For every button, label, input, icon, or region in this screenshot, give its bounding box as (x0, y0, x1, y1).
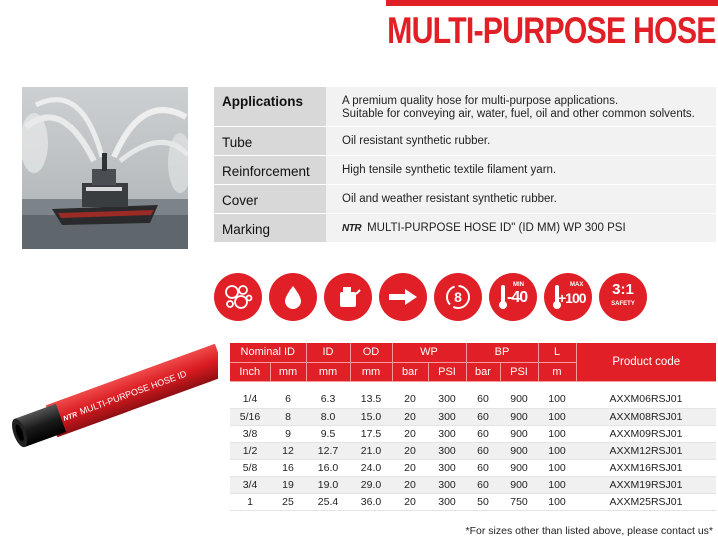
table-row (230, 408, 716, 425)
table-cell-mm: 6 (270, 391, 306, 408)
table-cell-od: 17.5 (350, 425, 392, 442)
table-cell-wp-bar: 20 (392, 476, 428, 493)
max-temp-label: MAX (570, 282, 584, 288)
product-table (230, 343, 716, 511)
safety-label: SAFETY (611, 301, 635, 307)
table-cell-bp-psi: 900 (500, 442, 538, 459)
table-cell-wp-psi: 300 (428, 408, 466, 425)
table-cell-l: 100 (538, 408, 576, 425)
header-wp: WP (392, 343, 466, 362)
spec-value (326, 214, 716, 242)
table-cell-code: AXXM12RSJ01 (576, 442, 716, 459)
title-accent-bar (386, 0, 718, 6)
table-cell-id: 19.0 (306, 476, 350, 493)
header-mm: mm (350, 362, 392, 381)
table-cell-od: 13.5 (350, 391, 392, 408)
air-flow-icon (379, 273, 427, 321)
table-cell-mm: 8 (270, 408, 306, 425)
spec-row-reinforcement (214, 156, 716, 185)
table-cell-inch: 5/16 (230, 408, 270, 425)
table-cell-l: 100 (538, 493, 576, 510)
min-temperature-icon (489, 273, 537, 321)
table-cell-wp-psi: 300 (428, 493, 466, 510)
table-cell-bp-psi: 900 (500, 391, 538, 408)
table-cell-wp-bar: 20 (392, 493, 428, 510)
product-table-wrap (230, 343, 716, 511)
header-row-1 (230, 343, 716, 362)
spec-value (326, 87, 716, 126)
table-cell-mm: 19 (270, 476, 306, 493)
spec-table (214, 87, 716, 243)
header-m: m (538, 362, 576, 381)
table-cell-bp-psi: 750 (500, 493, 538, 510)
table-cell-code: AXXM08RSJ01 (576, 408, 716, 425)
table-cell-mm: 16 (270, 459, 306, 476)
table-cell-wp-bar: 20 (392, 425, 428, 442)
spec-label: Applications (214, 87, 326, 126)
header-id: ID (306, 343, 350, 362)
table-cell-bp-psi: 900 (500, 476, 538, 493)
table-cell-l: 100 (538, 459, 576, 476)
table-cell-od: 15.0 (350, 408, 392, 425)
table-cell-wp-bar: 20 (392, 408, 428, 425)
table-cell-inch: 3/8 (230, 425, 270, 442)
table-cell-bp-bar: 50 (466, 493, 500, 510)
table-cell-l: 100 (538, 391, 576, 408)
header-bar: bar (466, 362, 500, 381)
header-od: OD (350, 343, 392, 362)
table-cell-bp-bar: 60 (466, 459, 500, 476)
spec-label: Marking (214, 214, 326, 242)
applications-line-1: A premium quality hose for multi-purpose applications. (342, 95, 619, 107)
table-cell-id: 12.7 (306, 442, 350, 459)
spec-row-cover (214, 185, 716, 214)
table-row (230, 425, 716, 442)
spec-label: Tube (214, 127, 326, 155)
table-cell-id: 25.4 (306, 493, 350, 510)
hose-logo: NTR (62, 411, 79, 423)
table-cell-wp-psi: 300 (428, 391, 466, 408)
safety-ratio-value: 3:1 (612, 281, 634, 298)
table-cell-inch: 1/2 (230, 442, 270, 459)
min-temp-label: MIN (513, 282, 524, 288)
fireboat-photo (22, 87, 188, 249)
table-cell-inch: 1/4 (230, 391, 270, 408)
table-cell-wp-bar: 20 (392, 459, 428, 476)
min-temp-value: -40 (507, 289, 528, 306)
header-bp: BP (466, 343, 538, 362)
footnote: *For sizes other than listed above, please contact us* (465, 525, 713, 537)
table-cell-bp-bar: 60 (466, 476, 500, 493)
table-cell-wp-psi: 300 (428, 442, 466, 459)
table-cell-code: AXXM19RSJ01 (576, 476, 716, 493)
header-bar: bar (392, 362, 428, 381)
table-cell-bp-bar: 60 (466, 442, 500, 459)
table-cell-od: 36.0 (350, 493, 392, 510)
header-l: L (538, 343, 576, 362)
table-row (230, 459, 716, 476)
bend-radius-icon (434, 273, 482, 321)
header-product-code: Product code (576, 343, 716, 381)
table-cell-wp-bar: 20 (392, 442, 428, 459)
table-cell-l: 100 (538, 476, 576, 493)
spec-value: Oil and weather resistant synthetic rubber. (326, 185, 716, 213)
hose-image (8, 340, 218, 460)
water-drop-icon (269, 273, 317, 321)
table-cell-code: AXXM06RSJ01 (576, 391, 716, 408)
table-cell-inch: 1 (230, 493, 270, 510)
table-cell-bp-psi: 900 (500, 459, 538, 476)
table-cell-wp-psi: 300 (428, 476, 466, 493)
table-cell-wp-psi: 300 (428, 459, 466, 476)
table-cell-wp-psi: 300 (428, 425, 466, 442)
table-cell-od: 29.0 (350, 476, 392, 493)
spec-value: Oil resistant synthetic rubber. (326, 127, 716, 155)
table-cell-mm: 12 (270, 442, 306, 459)
feature-icons (214, 273, 654, 321)
hose-print-text: MULTI-PURPOSE HOSE ID (78, 368, 188, 417)
max-temperature-icon (544, 273, 592, 321)
page-title: MULTI-PURPOSE HOSE (387, 10, 716, 51)
table-cell-id: 6.3 (306, 391, 350, 408)
header-nominal-id: Nominal ID (230, 343, 306, 362)
table-cell-inch: 5/8 (230, 459, 270, 476)
table-cell-bp-psi: 900 (500, 408, 538, 425)
table-cell-bp-bar: 60 (466, 425, 500, 442)
bubbles-icon (214, 273, 262, 321)
marking-text: MULTI-PURPOSE HOSE ID" (ID MM) WP 300 PSI (367, 222, 626, 234)
table-cell-code: AXXM16RSJ01 (576, 459, 716, 476)
spec-label: Reinforcement (214, 156, 326, 184)
table-cell-id: 9.5 (306, 425, 350, 442)
table-row (230, 442, 716, 459)
fuel-can-icon (324, 273, 372, 321)
svg-text:8: 8 (454, 289, 462, 305)
table-cell-l: 100 (538, 425, 576, 442)
header-psi: PSI (428, 362, 466, 381)
table-cell-od: 21.0 (350, 442, 392, 459)
table-row (230, 493, 716, 510)
spec-row-applications (214, 87, 716, 127)
table-cell-bp-psi: 900 (500, 425, 538, 442)
table-cell-wp-bar: 20 (392, 391, 428, 408)
table-cell-l: 100 (538, 442, 576, 459)
applications-line-2: Suitable for conveying air, water, fuel, oil and other common solvents. (342, 108, 695, 120)
table-cell-code: AXXM09RSJ01 (576, 425, 716, 442)
table-cell-bp-bar: 60 (466, 391, 500, 408)
table-cell-mm: 9 (270, 425, 306, 442)
table-cell-inch: 3/4 (230, 476, 270, 493)
table-cell-od: 24.0 (350, 459, 392, 476)
header-mm: mm (306, 362, 350, 381)
spec-row-marking (214, 214, 716, 243)
header-mm: mm (270, 362, 306, 381)
header-inch: Inch (230, 362, 270, 381)
spec-value: High tensile synthetic textile filament yarn. (326, 156, 716, 184)
ntr-logo: NTR (342, 223, 362, 234)
table-row (230, 476, 716, 493)
table-cell-bp-bar: 60 (466, 408, 500, 425)
max-temp-value: +100 (558, 290, 586, 306)
header-psi: PSI (500, 362, 538, 381)
table-cell-id: 16.0 (306, 459, 350, 476)
table-cell-mm: 25 (270, 493, 306, 510)
table-cell-code: AXXM25RSJ01 (576, 493, 716, 510)
spec-row-tube (214, 127, 716, 156)
table-row (230, 391, 716, 408)
safety-ratio-icon (599, 273, 647, 321)
table-cell-id: 8.0 (306, 408, 350, 425)
spec-label: Cover (214, 185, 326, 213)
